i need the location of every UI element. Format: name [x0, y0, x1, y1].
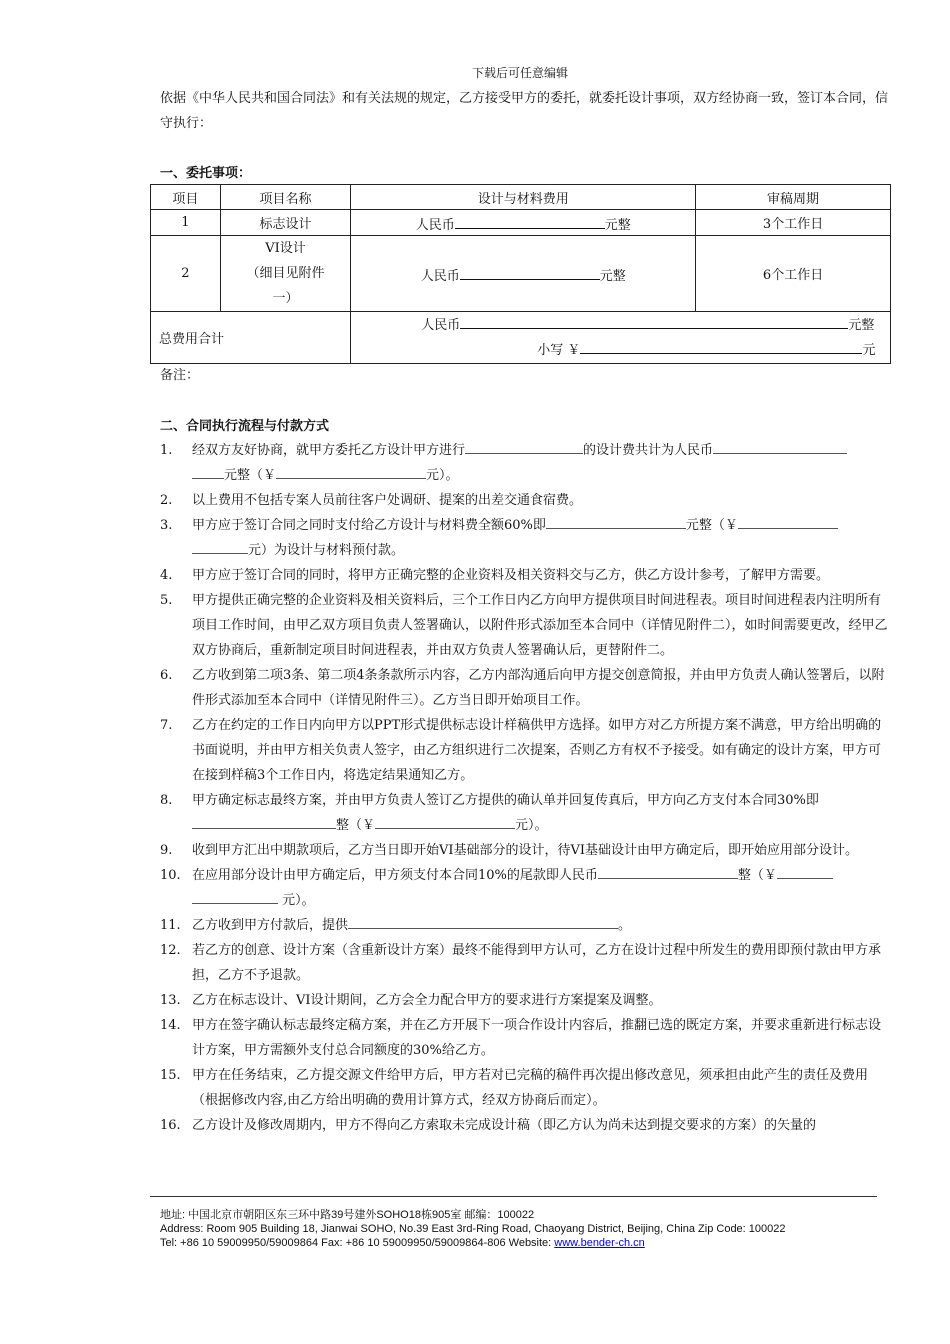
header-cell: 项目名称: [220, 185, 351, 210]
clause-item: 8. 甲方确定标志最终方案，并由甲方负责人签订乙方提供的确认单并回复传真后，甲方向乙方支付本合同30%即 整（￥ 元）。: [160, 793, 819, 833]
section2-title: 二、合同执行流程与付款方式: [160, 419, 330, 434]
footer-address-en: Address: Room 905 Building 18, Jianwai SOHO, No.39 East 3rd-Ring Road, Chaoyang District, Beijing, China Zip Code: 100022: [160, 1223, 786, 1235]
blank-field[interactable]: [375, 813, 515, 829]
clause-item: 4. 甲方应于签订合同的同时，将甲方正确完整的企业资料及相关资料交与乙方，供乙方设计参考，了解甲方需要。: [160, 568, 830, 583]
blank-field[interactable]: [348, 913, 618, 929]
clause-item: 15. 甲方在任务结束，乙方提交源文件给甲方后，甲方若对已完稿的稿件再次提出修改意见，须承担由此产生的责任及费用（根据修改内容,由乙方给出明确的费用计算方式，经双方协商后而定）。: [160, 1068, 869, 1108]
blank-field[interactable]: [192, 538, 248, 554]
clause-item: 2. 以上费用不包括专案人员前往客户处调研、提案的出差交通食宿费。: [160, 493, 583, 508]
header-note: 下载后可任意编辑: [471, 66, 568, 80]
section1-title: 一、委托事项：: [160, 166, 252, 181]
clause-item: 12. 若乙方的创意、设计方案（含重新设计方案）最终不能得到甲方认可，乙方在设计过程中所发生的费用即预付款由甲方承担，乙方不予退款。: [160, 943, 882, 983]
clause-item: 1. 经双方友好协商，就甲方委托乙方设计甲方进行 的设计费共计为人民币 元整（￥ 元）。: [160, 438, 890, 488]
table-row: [151, 210, 891, 236]
total-label: 总费用合计: [151, 312, 351, 364]
clause-list: [160, 438, 890, 1138]
clause-item: 6. 乙方收到第二项3条、第二项4条条款所示内容，乙方内部沟通后向甲方提交创意简报，并由甲方负责人确认签署后，以附件形式添加至本合同中（详情见附件三）。乙方当日即开始项目工作。: [160, 668, 885, 708]
table-row: [151, 236, 891, 312]
row-name: VI设计 （细目见附件 一）: [220, 236, 351, 312]
row-name: 标志设计: [220, 210, 351, 236]
row-no: 2: [151, 236, 221, 312]
remark: 备注：: [160, 368, 200, 383]
header-cell: 设计与材料费用: [351, 185, 696, 210]
blank-field[interactable]: [598, 863, 738, 879]
table-total-row: [151, 312, 891, 364]
blank-field[interactable]: [192, 813, 336, 829]
blank-field[interactable]: [546, 513, 686, 529]
blank-field[interactable]: [192, 463, 224, 479]
clause-item: 13. 乙方在标志设计、VI设计期间，乙方会全力配合甲方的要求进行方案提案及调整。: [160, 993, 662, 1008]
website-link[interactable]: www.bender-ch.cn: [554, 1237, 645, 1249]
blank-field[interactable]: [465, 438, 583, 454]
blank-field[interactable]: [738, 513, 838, 529]
clause-item: 11. 乙方收到甲方付款后，提供 。: [160, 913, 890, 938]
commission-table: [150, 184, 891, 364]
blank-field[interactable]: [713, 438, 847, 454]
footer-contact: Tel: +86 10 59009950/59009864 Fax: +86 10 59009950/59009864-806 Website: www.bender-ch.cn: [160, 1237, 645, 1249]
total-amount: 人民币 元整 小写 ￥ 元: [351, 312, 891, 364]
clause-item: 14. 甲方在签字确认标志最终定稿方案，并在乙方开展下一项合作设计内容后，推翻已选的既定方案，并要求重新进行标志设计方案，甲方需额外支付总合同额度的30%给乙方。: [160, 1018, 882, 1058]
row-no: 1: [151, 210, 221, 236]
clause-item: 7. 乙方在约定的工作日内向甲方以PPT形式提供标志设计样稿供甲方选择。如甲方对乙方所提方案不满意，甲方给出明确的书面说明，并由甲方相关负责人签字，由乙方组织进行二次提案，否则乙方有权不予接受。如有确定的设计方案，甲方可在接到样稿3个工作日内，将选定结果通知乙方。: [160, 718, 882, 783]
row-fee: 人民币 元整: [351, 210, 696, 236]
total-small-blank[interactable]: [580, 338, 862, 354]
row-fee: 人民币 元整: [351, 236, 696, 312]
clause-item: 9. 收到甲方汇出中期款项后，乙方当日即开始VI基础部分的设计，待VI基础设计由甲方确定后，即开始应用部分设计。: [160, 843, 859, 858]
fee-blank[interactable]: [455, 213, 605, 229]
fee-blank[interactable]: [460, 264, 600, 280]
blank-field[interactable]: [777, 863, 833, 879]
footer: [160, 1208, 786, 1250]
intro-paragraph: 依据《中华人民共和国合同法》和有关法规的规定，乙方接受甲方的委托，就委托设计事项，双方经协商一致，签订本合同，信守执行：: [160, 91, 889, 131]
blank-field[interactable]: [192, 888, 278, 904]
footer-divider: [150, 1196, 877, 1197]
table-header-row: [151, 185, 891, 210]
total-rmb-blank[interactable]: [460, 313, 848, 329]
row-period: 6个工作日: [696, 236, 891, 312]
footer-address-cn: 地址: 中国北京市朝阳区东三环中路39号建外SOHO18栋905室 邮编：100022: [160, 1209, 535, 1221]
clause-item: 10. 在应用部分设计由甲方确定后，甲方须支付本合同10%的尾款即人民币 整（￥ 元）。: [160, 863, 890, 913]
clause-item: 16. 乙方设计及修改周期内，甲方不得向乙方索取未完成设计稿（即乙方认为尚未达到提交要求的方案）的矢量的: [160, 1118, 817, 1133]
header-cell: 项目: [151, 185, 221, 210]
clause-item: 5. 甲方提供正确完整的企业资料及相关资料后，三个工作日内乙方向甲方提供项目时间进程表。项目时间进程表内注明所有项目工作时间，由甲乙双方项目负责人签署确认，以附件形式添加至本合同中（详情见附件二），如时间需要更改，经甲乙双方协商后，重新制定项目时间进程表，并由双方负责人签署确认后，更替附件二。: [160, 593, 888, 658]
clause-item: 3. 甲方应于签订合同之同时支付给乙方设计与材料费全额60%即 元整（￥ 元）为设计与材料预付款。: [160, 513, 890, 563]
blank-field[interactable]: [276, 463, 426, 479]
header-cell: 审稿周期: [696, 185, 891, 210]
row-period: 3个工作日: [696, 210, 891, 236]
